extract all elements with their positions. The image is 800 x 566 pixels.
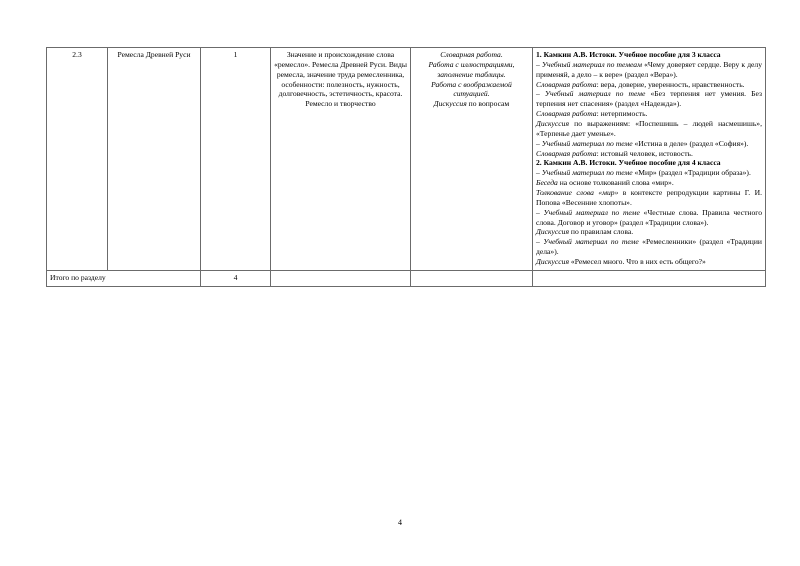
resource-material-line <box>536 237 762 257</box>
cell-content: Значение и происхождение слова «ремесло». Ремесла Древней Руси. Виды ремесла, значение труда ремесленника, особенности: полезность, нужность, долговечность, эстетичность, красота. Ремесло и творчество <box>271 48 411 271</box>
resource-rest-text: «Ремесел много. Что в них есть общего?» <box>569 257 706 267</box>
curriculum-table <box>46 47 766 287</box>
resource-lead-italic: – Учебный материал по теме <box>536 89 646 99</box>
activity-form-text: Дискуссия <box>433 99 467 109</box>
resource-rest-text: по выражениям: «Поспешишь – людей насмешишь», «Терпенье дает уменье». <box>536 119 762 138</box>
resource-material-line <box>536 208 762 228</box>
resource-rest-text: «Чему доверяет сердце. Веру к делу применяй, а дело – к вере» (раздел «Вера»). <box>536 59 763 79</box>
activity-form-line <box>414 80 529 100</box>
resource-rest-text: по правилам слова. <box>569 227 634 237</box>
resource-lead-italic: Толкование слова «мир» <box>536 188 619 198</box>
resource-activity-line <box>536 149 762 159</box>
activity-form-line <box>414 60 529 80</box>
resource-rest-text: : вера, доверие, уверенность, нравственность. <box>596 79 745 89</box>
page-number: 4 <box>398 518 402 527</box>
resource-activity-line <box>536 188 762 208</box>
table-row-total <box>47 270 766 286</box>
resource-activity-line <box>536 109 762 119</box>
resource-lead-italic: – Учебный материал по теме <box>536 138 633 148</box>
total-empty-content <box>271 270 411 286</box>
resource-lead-italic: Словарная работа <box>536 148 597 158</box>
activity-form-text: Словарная работа. <box>440 50 503 59</box>
cell-hours: 1 <box>201 48 271 271</box>
resource-lead-italic: – Учебный материал по теме <box>536 207 640 217</box>
resource-lead-italic: Словарная работа <box>536 109 597 119</box>
resource-lead-italic: – Учебный материал по темеам <box>536 59 642 69</box>
cell-topic: Ремесла Древней Руси <box>108 48 201 271</box>
resource-rest-text: : истовый человек, истовость. <box>596 148 693 158</box>
resource-lead-italic: Дискуссия <box>536 257 569 267</box>
resource-rest-text: «Честные слова. Правила честного слова. Договор и уговор» (раздел «Традиции слова»). <box>536 207 762 227</box>
activity-form-line <box>414 50 529 60</box>
activity-form-text: Работа с воображаемой ситуацией. <box>431 79 512 99</box>
resource-rest-text: «Ремесленники» (раздел «Традиции дела»). <box>536 237 762 257</box>
activity-form-text: Работа с иллюстрациями, заполнение таблицы. <box>428 59 515 79</box>
total-empty-resources <box>533 270 766 286</box>
resource-activity-line <box>536 178 762 188</box>
resource-rest-text: на основе толкований слова «мир». <box>557 178 674 188</box>
resource-rest-text: «Мир» (раздел «Традиции образа»). <box>632 168 751 178</box>
cell-resources <box>533 48 766 271</box>
resource-activity-line <box>536 227 762 237</box>
resource-activity-line <box>536 119 762 139</box>
cell-section-number: 2.3 <box>47 48 108 271</box>
resource-activity-line <box>536 257 762 267</box>
curriculum-table-wrapper <box>46 47 765 287</box>
resource-header: 1. Камкин А.В. Истоки. Учебное пособие для 3 класса <box>536 50 721 59</box>
total-hours: 4 <box>201 270 271 286</box>
resource-lead-italic: Дискуссия <box>536 119 569 129</box>
resource-header: 2. Камкин А.В. Истоки. Учебное пособие для 4 класса <box>536 158 721 168</box>
resource-material-line <box>536 60 762 80</box>
resource-material-line <box>536 139 762 149</box>
activity-form-line <box>414 99 529 109</box>
cell-activity-forms <box>411 48 533 271</box>
resource-lead-italic: – Учебный материал по теме <box>536 168 633 178</box>
resource-activity-line <box>536 80 762 90</box>
total-empty-forms <box>411 270 533 286</box>
resource-rest-text: «Без терпения нет умения. Без терпения нет спасения» (раздел «Надежда»). <box>536 89 762 109</box>
table-row <box>47 48 766 271</box>
resource-material-line <box>536 89 762 109</box>
activity-form-tail: по вопросам <box>466 99 510 109</box>
resource-rest-text: в контексте репродукции картины Г. И. Попова «Весенние хлопоты». <box>536 188 762 207</box>
resource-lead-italic: Дискуссия <box>536 227 569 237</box>
resource-lead-italic: – Учебный материал по теме <box>536 237 639 247</box>
resource-rest-text: : нетерпимость. <box>596 109 648 119</box>
resource-material-line <box>536 168 762 178</box>
resource-lead-italic: Словарная работа <box>536 79 597 89</box>
resource-rest-text: «Истина в деле» (раздел «София»). <box>632 138 749 148</box>
resource-lead-italic: Беседа <box>536 178 558 188</box>
total-label: Итого по разделу <box>47 270 201 286</box>
